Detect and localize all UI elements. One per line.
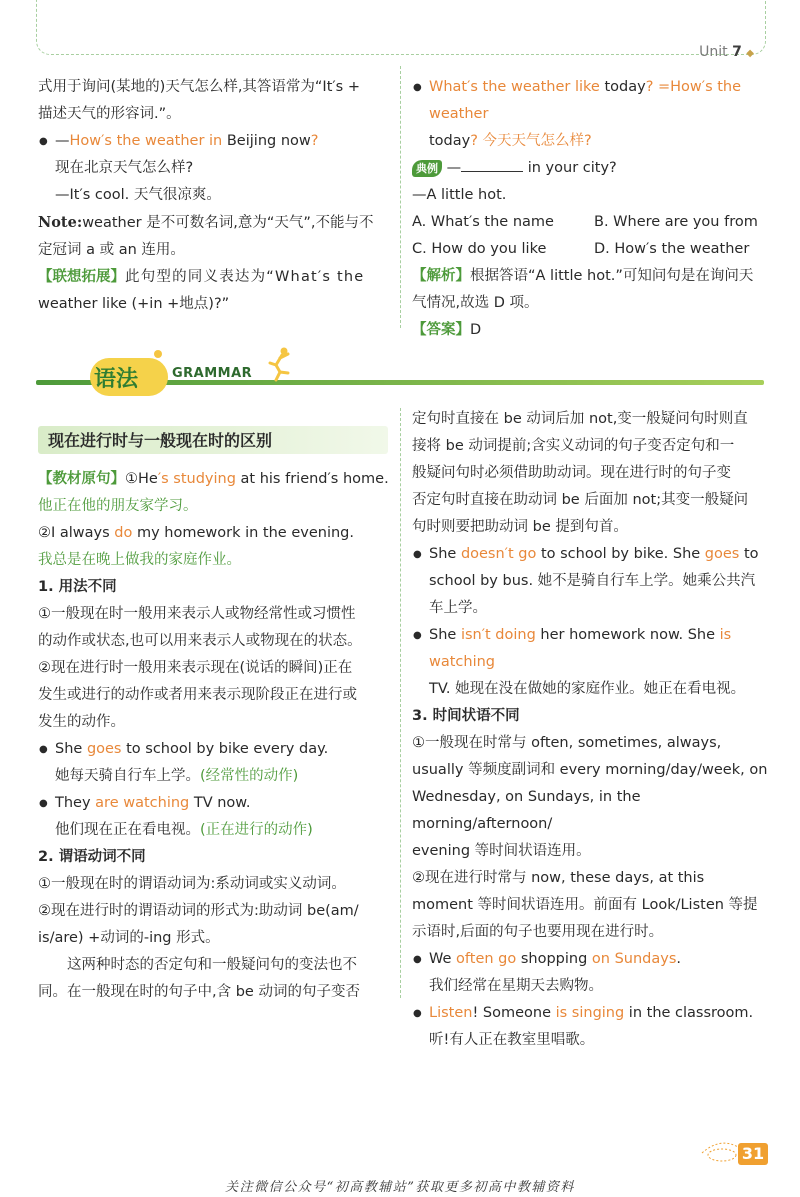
text-line: 般疑问句时必须借助助动词。现在进行时的句子变 (412, 465, 731, 481)
text-line: ①一般现在时的谓语动词为:系动词或实义动词。 (38, 876, 346, 892)
original-sentence-1: 【教材原句】①He′s studying at his friend′s home. (38, 471, 389, 487)
subheading-3: 3. 时间状语不同 (412, 708, 520, 724)
header-frame (36, 0, 766, 55)
note: Note:weather 是不可数名词,意为“天气”,不能与不 (38, 214, 374, 231)
text-line: 定句时直接在 be 动词后加 not,变一般疑问句时则直 (412, 411, 748, 427)
subheading-1: 1. 用法不同 (38, 579, 117, 595)
example-5-translation: 我们经常在星期天去购物。 (429, 978, 603, 994)
text-line: usually 等频度副词和 every morning/day/week, on (412, 762, 768, 778)
diamond-icon: ◆ (746, 48, 754, 59)
text-line: ②现在进行时的谓语动词的形式为:助动词 be(am/ (38, 903, 359, 919)
example-1-translation: 她每天骑自行车上学。(经常性的动作) (55, 768, 299, 784)
text-line: evening 等时间状语连用。 (412, 843, 591, 859)
synonym-line2: today? 今天天气怎么样? (429, 133, 592, 149)
example-3: ● She doesn′t go to school by bike. She goes to (412, 541, 772, 568)
text-line: 气情况,故选 D 项。 (412, 295, 539, 311)
section-title (38, 426, 388, 454)
text-line: 接将 be 动词提前;含实义动词的句子变否定句和一 (412, 438, 735, 454)
text-line: weather like (+in +地点)?” (38, 296, 230, 312)
original-translation-1: 他正在他的朋友家学习。 (38, 498, 198, 514)
text-line: 车上学。 (429, 600, 487, 616)
example-answer: —A little hot. (412, 187, 507, 203)
text-line: TV. 她现在没在做她的家庭作业。她正在看电视。 (429, 681, 746, 697)
example-question: ● —How′s the weather in Beijing now? (38, 128, 390, 155)
text-line: moment 等时间状语连用。前面有 Look/Listen 等提 (412, 897, 758, 913)
options-row (412, 209, 772, 236)
text-line: 发生的动作。 (38, 714, 125, 730)
top-right-column (412, 74, 772, 344)
text-line: 示语时,后面的句子也要用现在进行时。 (412, 924, 664, 940)
footer-note: 关注微信公众号“初高教辅站”获取更多初高中教辅资料 (225, 1180, 575, 1195)
option-a: A. What′s the name (412, 214, 554, 230)
text-line: 式用于询问(某地的)天气怎么样,其答语常为“It′s + (38, 79, 361, 95)
example-6-translation: 听!有人正在教室里唱歌。 (429, 1032, 595, 1048)
subheading-2: 2. 谓语动词不同 (38, 849, 146, 865)
left-column (38, 466, 390, 1006)
example-1: ● She goes to school by bike every day. (38, 736, 390, 763)
example-4: ● She isn′t doing her homework now. She is watching (412, 622, 772, 676)
text-line: 否定句时直接在助动词 be 后面加 not;其变一般疑问 (412, 492, 749, 508)
example-5: ● We often go shopping on Sundays. (412, 946, 772, 973)
right-column (412, 406, 772, 1054)
answer: 【答案】D (412, 322, 482, 338)
top-left-column (38, 74, 390, 318)
grammar-header (36, 346, 766, 398)
option-b: B. Where are you from (594, 214, 758, 230)
original-translation-2: 我总是在晚上做我的家庭作业。 (38, 552, 241, 568)
unit-label (699, 44, 754, 60)
text-line: school by bus. 她不是骑自行车上学。她乘公共汽 (429, 573, 756, 589)
text-line: 发生或进行的动作或者用来表示现阶段正在进行或 (38, 687, 357, 703)
page-number: 31 (738, 1143, 768, 1165)
text-line: Wednesday, on Sundays, in the morning/afternoon/ (412, 789, 641, 832)
text-line: 的动作或状态,也可以用来表示人或物现在的状态。 (38, 633, 362, 649)
options-row (412, 236, 772, 263)
extension: 【联想拓展】此句型的同义表达为“What′s the (38, 269, 365, 285)
section-title-text: 现在进行时与一般现在时的区别 (48, 431, 273, 450)
example-2-translation: 他们现在正在看电视。(正在进行的动作) (55, 822, 313, 838)
analysis: 【解析】根据答语“A little hot.”可知问句是在询问天 (412, 268, 754, 284)
text-line: 描述天气的形容词.”。 (38, 106, 181, 122)
text-line: is/are) +动词的-ing 形式。 (38, 930, 220, 946)
unit-number: 7 (732, 44, 742, 60)
text-line: ①一般现在时一般用来表示人或物经常性或习惯性 (38, 606, 356, 622)
text-line: 定冠词 a 或 an 连用。 (38, 242, 185, 258)
text-line: ②现在进行时一般用来表示现在(说话的瞬间)正在 (38, 660, 353, 676)
text-line: ②现在进行时常与 now, these days, at this (412, 870, 705, 886)
text-line: 这两种时态的否定句和一般疑问句的变法也不 (67, 957, 357, 973)
synonym-bullet: ● What′s the weather like today? =How′s the weather (412, 74, 772, 128)
original-sentence-2: ②I always do my homework in the evening. (38, 525, 354, 541)
option-c: C. How do you like (412, 241, 547, 257)
example-tag: 典例 (412, 160, 442, 177)
text-line: 同。在一般现在时的句子中,含 be 动词的句子变否 (38, 984, 360, 1000)
answer-blank (461, 157, 523, 172)
text-line: 句时则要把助动词 be 提到句首。 (412, 519, 628, 535)
runner-icon (264, 346, 292, 382)
unit-word: Unit (699, 44, 728, 60)
example-6: ● Listen! Someone is singing in the classroom. (412, 1000, 772, 1027)
example-translation: 现在北京天气怎么样? (55, 160, 194, 176)
example-2: ● They are watching TV now. (38, 790, 390, 817)
example-question: 典例 — in your city? (412, 155, 772, 182)
grammar-title: 语法 (94, 367, 139, 392)
example-answer: —It′s cool. 天气很凉爽。 (55, 187, 221, 203)
column-divider-top (400, 66, 401, 328)
decor-dot (154, 350, 162, 358)
grammar-subtitle: GRAMMAR (172, 366, 253, 381)
text-line: ①一般现在时常与 often, sometimes, always, (412, 735, 722, 751)
column-divider-bottom (400, 408, 401, 998)
option-d: D. How′s the weather (594, 241, 750, 257)
